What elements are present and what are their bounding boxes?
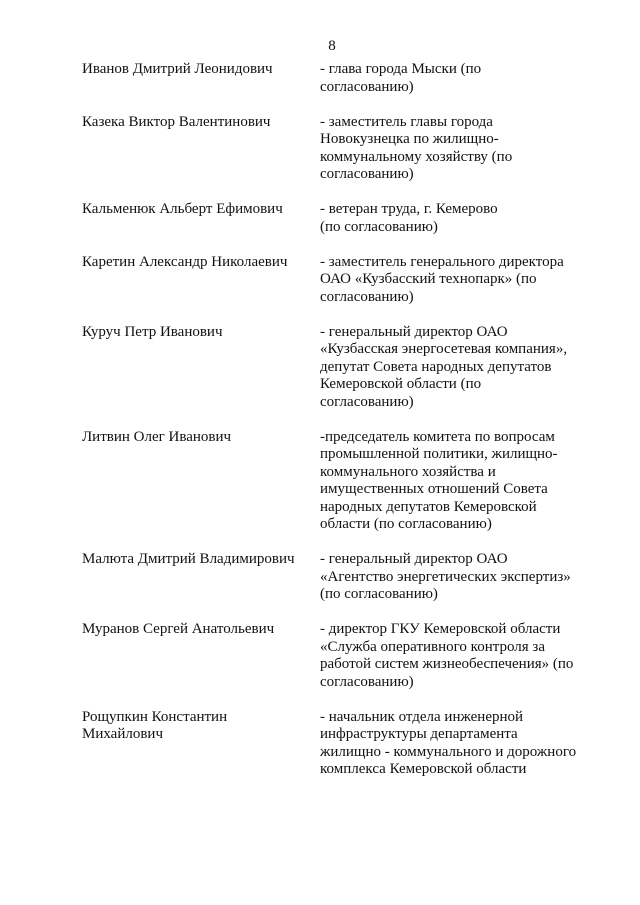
member-name: Иванов Дмитрий Леонидович: [82, 61, 273, 77]
page-number: 8: [328, 38, 336, 54]
member-entry: [0, 621, 640, 691]
member-entry: [0, 201, 640, 236]
member-role: - начальник отдела инженерной инфраструктуры департамента жилищно - коммунального и дорожного комплекса Кемеровской области: [320, 708, 577, 777]
member-name: Рощупкин Константин Михайлович: [82, 708, 228, 742]
member-list: [0, 61, 640, 779]
member-entry: [0, 551, 640, 604]
member-role: - заместитель главы города Новокузнецка по жилищно- коммунальному хозяйству (по согласованию): [320, 113, 513, 182]
member-entry: [0, 709, 640, 779]
member-name: Малюта Дмитрий Владимирович: [82, 551, 295, 567]
member-role: - заместитель генерального директора ОАО «Кузбасский технопарк» (по согласованию): [320, 253, 564, 305]
member-name: Литвин Олег Иванович: [82, 428, 232, 445]
member-role: -председатель комитета по вопросам промышленной политики, жилищно- коммунального хозяйства и имущественных отношений Совета народных депутатов Кемеровской области (по согласованию): [320, 428, 558, 532]
member-name: Муранов Сергей Анатольевич: [82, 621, 275, 637]
member-role: - глава города Мыски (по согласованию): [320, 61, 482, 95]
member-entry: [0, 114, 640, 184]
member-name: Казека Виктор Валентинович: [82, 113, 271, 130]
member-entry: [0, 254, 640, 307]
member-role: - генеральный директор ОАО «Кузбасская энергосетевая компания», депутат Совета народных депутатов Кемеровской области (по согласованию): [320, 323, 568, 410]
member-entry: [0, 61, 640, 96]
member-role: - директор ГКУ Кемеровской области «Служба оперативного контроля за работой систем жизнеобеспечения» (по согласованию): [320, 621, 574, 690]
member-entry: [0, 324, 640, 412]
member-role: - ветеран труда, г. Кемерово (по согласованию): [320, 201, 498, 235]
member-name: Каретин Александр Николаевич: [82, 253, 288, 270]
member-role: - генеральный директор ОАО «Агентство энергетических экспертиз» (по согласованию): [320, 551, 571, 602]
member-entry: [0, 429, 640, 534]
member-name: Куруч Петр Иванович: [82, 323, 223, 340]
member-name: Кальменюк Альберт Ефимович: [82, 201, 283, 217]
